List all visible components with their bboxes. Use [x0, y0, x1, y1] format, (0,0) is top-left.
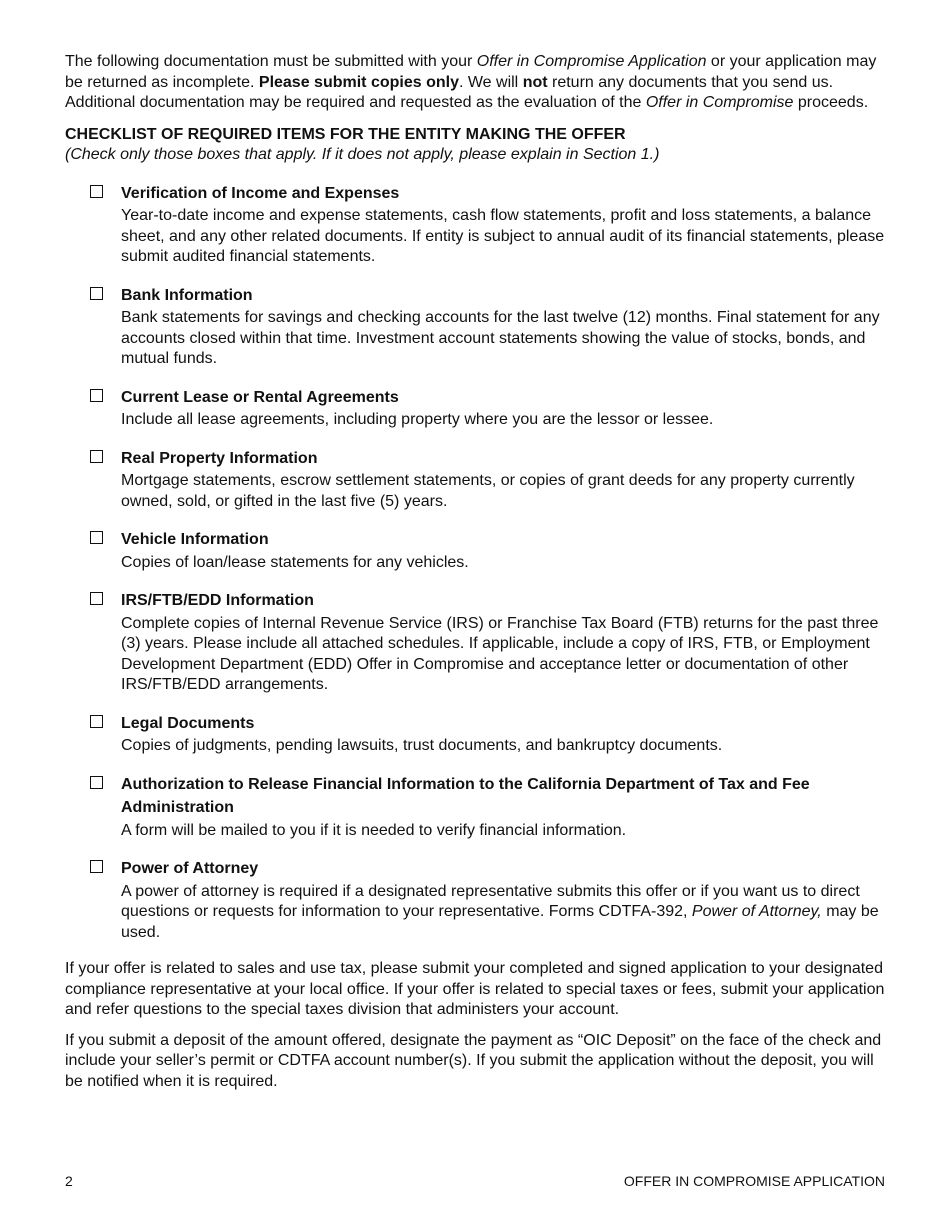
checkbox[interactable]: [90, 592, 103, 605]
item-title: Current Lease or Rental Agreements: [121, 388, 399, 406]
item-description: Include all lease agreements, including property where you are the lessor or lessee.: [121, 411, 714, 428]
checklist-item-irs-ftb-edd: [65, 589, 887, 696]
item-description: Complete copies of Internal Revenue Service (IRS) or Franchise Tax Board (FTB) returns for the past three (3) years. Please include all attached schedules. If applicable, include a copy of IRS, FTB, or Employment Development Department (EDD) Offer in Compromise and acceptance letter or documentation of other IRS/FTB/EDD arrangements.: [121, 614, 879, 693]
item-title: Authorization to Release Financial Information to the California Department of Tax and Fee Administration: [121, 775, 810, 816]
document-page: [65, 52, 887, 1102]
item-description: Copies of loan/lease statements for any vehicles.: [121, 553, 469, 571]
checklist-item-authorization-release: [65, 773, 887, 842]
checkbox[interactable]: [90, 185, 103, 198]
checklist-item-vehicle: [65, 528, 887, 573]
item-title: IRS/FTB/EDD Information: [121, 592, 314, 609]
checklist-item-real-property: [65, 447, 887, 513]
item-title: Bank Information: [121, 286, 253, 304]
item-title: Legal Documents: [121, 714, 255, 732]
item-description: A form will be mailed to you if it is needed to verify financial information.: [121, 821, 627, 839]
item-title: Vehicle Information: [121, 531, 269, 548]
intro-paragraph: The following documentation must be submitted with your Offer in Compromise Application or your application may be returned as incomplete. Please submit copies only. We will not return any documents that you send us. Additional documentation may be required and requested as the evaluation of the Offer in Compromise proceeds.: [65, 53, 877, 111]
item-title: Power of Attorney: [121, 860, 259, 877]
closing-paragraph-deposit: If you submit a deposit of the amount offered, designate the payment as “OIC Deposit” on the face of the check and include your seller’s permit or CDTFA account number(s). If you submit the application without the deposit, you will be notified when it is required.: [65, 1031, 882, 1090]
checkbox[interactable]: [90, 860, 103, 873]
checklist-item-bank-information: [65, 284, 887, 370]
checkbox[interactable]: [90, 450, 103, 463]
checklist-heading: CHECKLIST OF REQUIRED ITEMS FOR THE ENTITY MAKING THE OFFER: [65, 125, 626, 143]
checkbox[interactable]: [90, 287, 103, 300]
checkbox[interactable]: [90, 531, 103, 544]
item-description: Bank statements for savings and checking accounts for the last twelve (12) months. Final statement for any accounts closed within that time. Investment account statements showing the value of stocks, bonds, and mutual funds.: [121, 309, 880, 367]
checkbox[interactable]: [90, 389, 103, 402]
item-description: Year-to-date income and expense statements, cash flow statements, profit and loss statements, a balance sheet, and any other related documents. If entity is subject to annual audit of its financial statements, please submit audited financial statements.: [121, 207, 885, 265]
checklist-item-power-of-attorney: [65, 857, 887, 943]
form-title: OFFER IN COMPROMISE APPLICATION: [623, 1173, 885, 1189]
checklist-item-legal-documents: [65, 712, 887, 757]
checkbox[interactable]: [90, 715, 103, 728]
item-description: A power of attorney is required if a designated representative submits this offer or if you want us to direct questions or requests for information to your representative. Forms CDTFA-392, Power of Attorney, may be used.: [121, 882, 879, 941]
checkbox[interactable]: [90, 776, 103, 789]
page-footer: [65, 1171, 885, 1192]
checklist-item-income-expenses: [65, 182, 887, 268]
item-title: Real Property Information: [121, 449, 318, 467]
item-title: Verification of Income and Expenses: [121, 184, 400, 202]
item-description: Mortgage statements, escrow settlement statements, or copies of grant deeds for any property currently owned, sold, or gifted in the last five (5) years.: [121, 472, 855, 510]
checklist-item-lease-rental: [65, 386, 887, 431]
closing-paragraph-submission: If your offer is related to sales and use tax, please submit your completed and signed application to your designated compliance representative at your local office. If your offer is related to special taxes or fees, submit your application and refer questions to the special taxes division that administers your account.: [65, 960, 885, 1018]
checklist-subheading: (Check only those boxes that apply. If it does not apply, please explain in Section 1.): [65, 146, 660, 163]
item-description: Copies of judgments, pending lawsuits, trust documents, and bankruptcy documents.: [121, 737, 723, 754]
page-number: 2: [65, 1173, 73, 1189]
